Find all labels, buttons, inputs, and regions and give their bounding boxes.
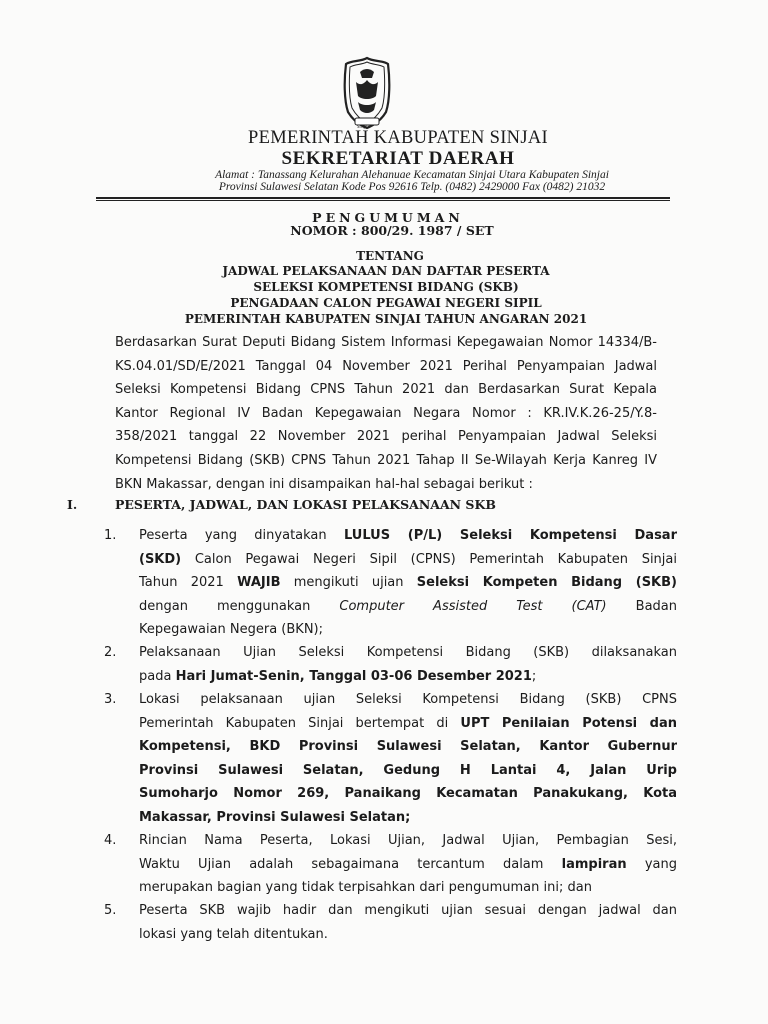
- item-text: pada: [139, 668, 172, 684]
- item-text: Calon Pegawai Negeri Sipil (CPNS) Pemerintah Kabupaten Sinjai: [194, 551, 677, 567]
- intro-line: Kantor Regional IV Badan Kepegawaian Negara Nomor : KR.IV.K.26-25/Y.8-: [115, 405, 657, 421]
- item-italic-text: Computer Assisted Test (CAT): [339, 598, 607, 614]
- item-number: 3.: [104, 692, 117, 707]
- item-bold-text: Provinsi Sulawesi Selatan, Gedung H Lantai 4, Jalan Urip: [139, 762, 677, 778]
- intro-paragraph: [115, 331, 657, 496]
- announcement-number: NOMOR : 800/29. 1987 / SET: [290, 223, 494, 238]
- item-text: Lokasi pelaksanaan ujian Seleksi Kompetensi Bidang (SKB) CPNS: [139, 692, 677, 707]
- item-text: Peserta SKB wajib hadir dan mengikuti ujian sesuai dengan jadwal dan: [139, 903, 677, 918]
- item-text: mengikuti ujian: [293, 575, 404, 591]
- list-item: [139, 899, 677, 946]
- list-item: [139, 524, 677, 642]
- item-bold-text: Seleksi Kompeten Bidang (SKB): [416, 575, 677, 591]
- section-number: I.: [67, 497, 78, 512]
- regency-emblem-icon: [342, 56, 392, 132]
- item-text: merupakan bagian yang tidak terpisahkan dari pengumuman ini; dan: [139, 880, 592, 896]
- subject-line-3: PENGADAAN CALON PEGAWAI NEGERI SIPIL: [230, 296, 542, 310]
- item-text: Pemerintah Kabupaten Sinjai bertempat di: [139, 715, 449, 731]
- item-text: dengan menggunakan: [139, 598, 311, 614]
- item-bold-text: (SKD): [139, 551, 182, 567]
- subject-line-2: SELEKSI KOMPETENSI BIDANG (SKB): [253, 280, 519, 294]
- intro-line: BKN Makassar, dengan ini disampaikan hal-hal sebagai berikut :: [115, 476, 533, 492]
- list-item: [139, 641, 677, 688]
- item-text: Peserta yang dinyatakan: [139, 528, 327, 543]
- item-text: Pelaksanaan Ujian Seleksi Kompetensi Bidang (SKB) dilaksanakan: [139, 645, 677, 660]
- government-name: PEMERINTAH KABUPATEN SINJAI: [248, 128, 548, 148]
- letterhead-rule-thick: [96, 197, 670, 199]
- item-number: 1.: [104, 528, 117, 543]
- item-text: Kepegawaian Negera (BKN);: [139, 622, 323, 638]
- list-item: [139, 688, 677, 830]
- intro-line: Kompetensi Bidang (SKB) CPNS Tahun 2021 Tahap II Se-Wilayah Kerja Kanreg IV: [115, 452, 657, 468]
- item-number: 2.: [104, 645, 117, 660]
- intro-line: Berdasarkan Surat Deputi Bidang Sistem Informasi Kepegawaian Nomor 14334/B-: [115, 335, 657, 350]
- office-name: SEKRETARIAT DAERAH: [281, 148, 515, 169]
- item-bold-text: LULUS (P/L) Seleksi Kompetensi Dasar: [343, 528, 677, 543]
- item-bold-text: Sumoharjo Nomor 269, Panaikang Kecamatan Panakukang, Kota: [139, 786, 677, 802]
- intro-line: KS.04.01/SD/E/2021 Tanggal 04 November 2021 Perihal Penyampaian Jadwal: [115, 358, 657, 374]
- subject-line-4: PEMERINTAH KABUPATEN SINJAI TAHUN ANGARAN 2021: [184, 312, 588, 326]
- item-bold-text: Kompetensi, BKD Provinsi Sulawesi Selatan, Kantor Gubernur: [139, 739, 677, 755]
- list-item: [139, 829, 677, 900]
- item-text: Badan: [635, 598, 677, 614]
- item-text: lokasi yang telah ditentukan.: [139, 926, 328, 942]
- section-title: PESERTA, JADWAL, DAN LOKASI PELAKSANAAN SKB: [115, 497, 496, 512]
- item-bold-text: WAJIB: [237, 575, 281, 591]
- item-number: 5.: [104, 903, 117, 918]
- item-bold-text: UPT Penilaian Potensi dan: [460, 715, 678, 731]
- subject-line-1: JADWAL PELAKSANAAN DAN DAFTAR PESERTA: [222, 264, 550, 278]
- address-line-1: Alamat : Tanassang Kelurahan Alehanuae Kecamatan Sinjai Utara Kabupaten Sinjai: [215, 169, 609, 181]
- announcement-title: PENGUMUMAN: [312, 210, 464, 225]
- item-bold-text: lampiran: [561, 856, 627, 872]
- item-bold-text: Makassar, Provinsi Sulawesi Selatan;: [139, 809, 411, 825]
- address-line-2: Provinsi Sulawesi Selatan Kode Pos 92616 Telp. (0482) 2429000 Fax (0482) 21032: [218, 181, 606, 193]
- logo-ribbon-text: SINJAI: [357, 124, 369, 129]
- intro-line: Seleksi Kompetensi Bidang CPNS Tahun 2021 dan Berdasarkan Surat Kepala: [115, 382, 657, 398]
- announcement-about: TENTANG: [356, 249, 424, 263]
- letterhead-rule-thin: [96, 200, 670, 201]
- item-text: Rincian Nama Peserta, Lokasi Ujian, Jadwal Ujian, Pembagian Sesi,: [139, 833, 677, 848]
- item-text: Waktu Ujian adalah sebagaimana tercantum dalam: [139, 856, 544, 872]
- item-number: 4.: [104, 833, 117, 848]
- item-text: yang: [644, 856, 677, 872]
- item-text: ;: [531, 668, 537, 684]
- intro-line: 358/2021 tanggal 22 November 2021 perihal Penyampaian Jadwal Seleksi: [115, 429, 657, 445]
- item-text: Tahun 2021: [139, 575, 224, 591]
- item-bold-text: Hari Jumat-Senin, Tanggal 03-06 Desember 2021: [175, 668, 532, 684]
